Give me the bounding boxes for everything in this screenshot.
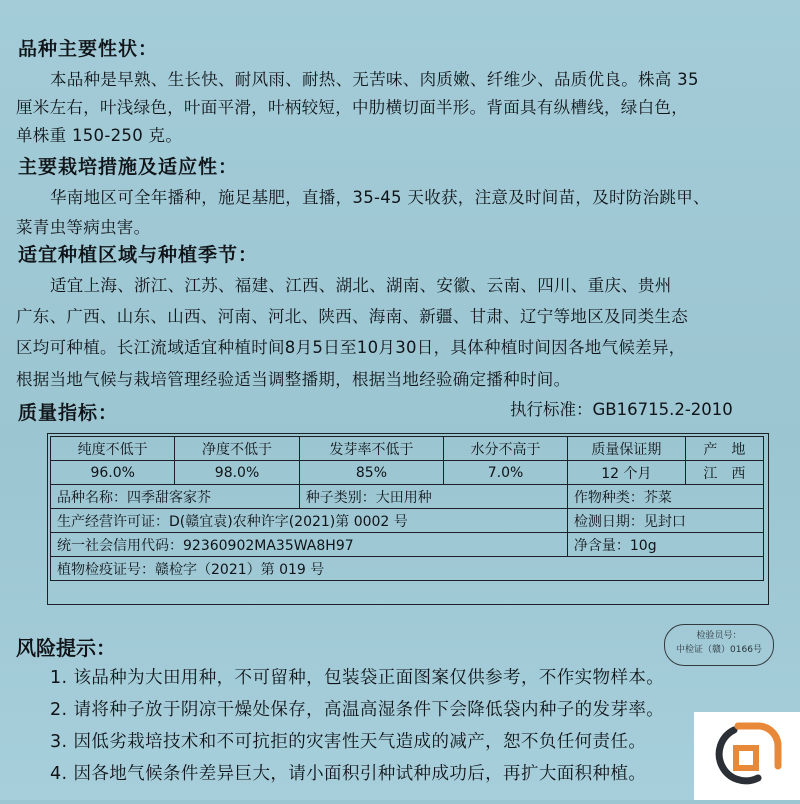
quarantine-number: 植物检疫证号：赣检字（2021）第 019 号 xyxy=(51,557,764,581)
inspector-stamp xyxy=(664,624,774,666)
watermark-logo xyxy=(694,712,800,800)
spec-header-cell: 发芽率不低于 xyxy=(299,437,443,461)
spec-header-cell: 纯度不低于 xyxy=(51,437,175,461)
spec-value-cell: 12 个月 xyxy=(567,461,685,485)
regions-line: 广东、广西、山东、山西、河南、河北、陕西、海南、新疆、甘肃、辽宁等地区及同类生态 xyxy=(16,307,688,326)
test-date: 检测日期：见封口 xyxy=(567,509,763,533)
quality-heading: 质量指标： xyxy=(18,402,119,424)
spec-info-row xyxy=(51,533,764,557)
spec-info-row xyxy=(51,509,764,533)
inspector-stamp-line: 检验员号： xyxy=(696,631,742,641)
watermark-logo-icon xyxy=(694,712,800,800)
spec-value-cell: 江 西 xyxy=(685,461,763,485)
spec-info-row xyxy=(51,557,764,581)
spec-table xyxy=(50,436,764,581)
crop-type: 作物种类：芥菜 xyxy=(567,485,763,509)
regions-line: 适宜上海、浙江、江苏、福建、江西、湖北、湖南、安徽、云南、四川、重庆、贵州 xyxy=(50,276,672,295)
license-number: 生产经营许可证：D(赣宜袁)农种许字(2021)第 0002 号 xyxy=(51,509,568,533)
spec-header-row xyxy=(51,437,764,461)
risk-item: 2. 请将种子放于阴凉干燥处保存，高温高湿条件下会降低袋内种子的发芽率。 xyxy=(50,700,665,720)
traits-heading: 品种主要性状： xyxy=(18,38,159,60)
risk-item: 4. 因各地气候条件差异巨大，请小面积引种试种成功后，再扩大面积种植。 xyxy=(50,764,647,784)
variety-name: 品种名称：四季甜客家芥 xyxy=(51,485,300,509)
spec-value-row xyxy=(51,461,764,485)
regions-line: 根据当地气候与栽培管理经验适当调整播期，根据当地经验确定播种时间。 xyxy=(16,370,571,389)
spec-value-cell: 98.0% xyxy=(175,461,299,485)
risk-item: 1. 该品种为大田用种，不可留种，包装袋正面图案仅供参考，不作实物样本。 xyxy=(50,668,665,688)
net-content: 净含量：10g xyxy=(567,533,763,557)
regions-heading: 适宜种植区域与种植季节： xyxy=(18,244,259,266)
risk-heading: 风险提示： xyxy=(16,636,116,660)
inspector-stamp-line: 中检证（赣）0166号 xyxy=(676,645,762,655)
traits-line: 单株重 150-250 克。 xyxy=(16,126,183,145)
regions-line: 区均可种植。长江流域适宜种植时间8月5日至10月30日，具体种植时间因各地气候差异， xyxy=(16,338,686,357)
credit-code: 统一社会信用代码：92360902MA35WA8H97 xyxy=(51,533,568,557)
spec-header-cell: 净度不低于 xyxy=(175,437,299,461)
spec-header-cell: 水分不高于 xyxy=(444,437,568,461)
seed-type: 种子类别：大田用种 xyxy=(299,485,567,509)
standard-number: 执行标准：GB16715.2-2010 xyxy=(510,400,733,419)
traits-line: 本品种是早熟、生长快、耐风雨、耐热、无苦味、肉质嫩、纤维少、品质优良。株高 35 xyxy=(50,70,699,89)
cultivation-heading: 主要栽培措施及适应性： xyxy=(18,156,239,178)
spec-value-cell: 7.0% xyxy=(444,461,568,485)
traits-line: 厘米左右，叶浅绿色，叶面平滑，叶柄较短，中肋横切面半形。背面具有纵槽线，绿白色， xyxy=(16,98,688,117)
spec-info-row xyxy=(51,485,764,509)
spec-header-cell: 产 地 xyxy=(685,437,763,461)
spec-value-cell: 96.0% xyxy=(51,461,175,485)
spec-header-cell: 质量保证期 xyxy=(567,437,685,461)
spec-value-cell: 85% xyxy=(299,461,443,485)
cultivation-line: 华南地区可全年播种，施足基肥，直播，35-45 天收获，注意及时间苗，及时防治跳甲、 xyxy=(50,188,710,207)
risk-item: 3. 因低劣栽培技术和不可抗拒的灾害性天气造成的减产，恕不负任何责任。 xyxy=(50,732,647,752)
cultivation-line: 菜青虫等病虫害。 xyxy=(16,218,151,237)
